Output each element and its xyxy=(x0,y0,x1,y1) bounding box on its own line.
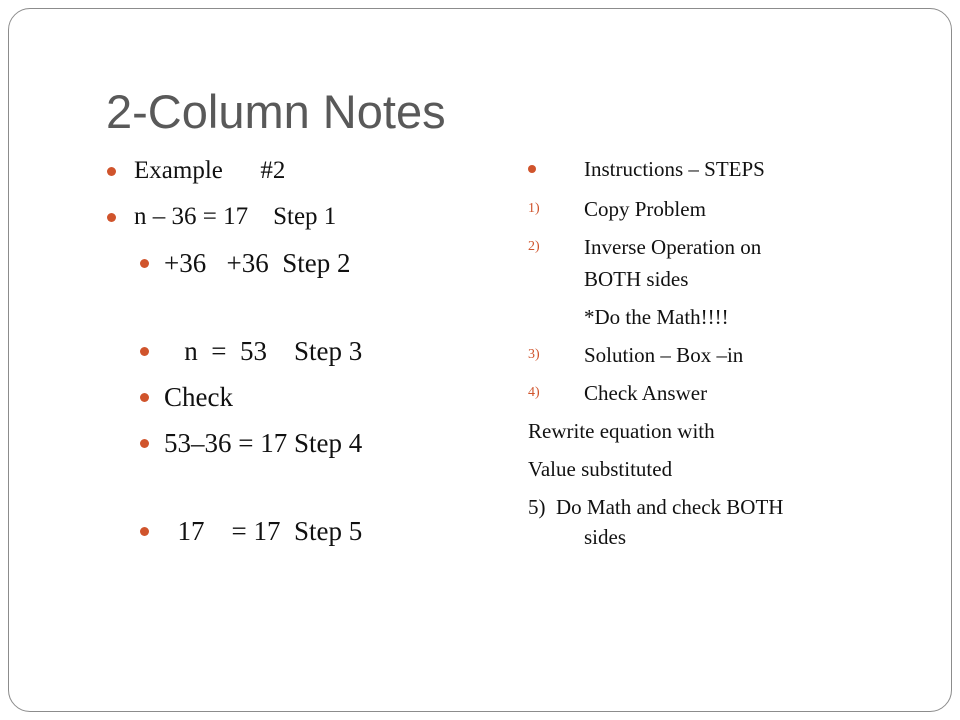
list-item xyxy=(104,420,484,466)
list-item xyxy=(104,328,484,374)
step-number: 3) xyxy=(528,347,540,362)
step-number: 4) xyxy=(528,385,540,400)
text-line: sides xyxy=(584,525,626,549)
text-line: Value substituted xyxy=(528,457,673,481)
slide-title: 2-Column Notes xyxy=(106,85,446,138)
step-item xyxy=(522,374,922,412)
bullet-icon xyxy=(107,213,116,222)
item-text: 17 = 17 Step 5 xyxy=(164,516,363,546)
bullet-icon xyxy=(107,167,116,176)
bullet-icon xyxy=(140,347,149,356)
left-column xyxy=(104,148,484,554)
bullet-icon xyxy=(140,393,149,402)
item-text: 53–36 = 17 Step 4 xyxy=(164,428,363,458)
step-text: Check Answer xyxy=(584,381,708,405)
bullet-icon xyxy=(140,259,149,268)
bullet-icon xyxy=(140,439,149,448)
instructions-heading: Instructions – STEPS xyxy=(522,148,922,190)
step-continuation: BOTH sides xyxy=(584,267,689,291)
list-item xyxy=(104,508,484,554)
step-item xyxy=(522,190,922,228)
step-text: Inverse Operation on xyxy=(584,235,762,259)
item-text: n = 53 Step 3 xyxy=(164,336,363,366)
list-item xyxy=(104,148,484,194)
step-number: 1) xyxy=(528,201,540,216)
item-text: +36 +36 Step 2 xyxy=(164,248,351,278)
item-text: Check xyxy=(164,382,233,412)
step-text: Solution – Box –in xyxy=(584,343,744,367)
item-text: Example #2 xyxy=(134,157,286,184)
list-item xyxy=(104,194,484,240)
text-line: Rewrite equation with xyxy=(528,419,715,443)
step-text: Copy Problem xyxy=(584,197,706,221)
text-line: 5) Do Math and check BOTH xyxy=(528,495,784,519)
list-item xyxy=(104,240,484,286)
right-column xyxy=(522,148,922,556)
bullet-icon xyxy=(140,527,149,536)
step-number: 2) xyxy=(528,239,540,254)
bullet-icon xyxy=(528,165,536,173)
step-note: *Do the Math!!!! xyxy=(584,305,729,329)
step-item xyxy=(522,336,922,374)
item-text: n – 36 = 17 Step 1 xyxy=(134,203,337,230)
list-item xyxy=(104,374,484,420)
